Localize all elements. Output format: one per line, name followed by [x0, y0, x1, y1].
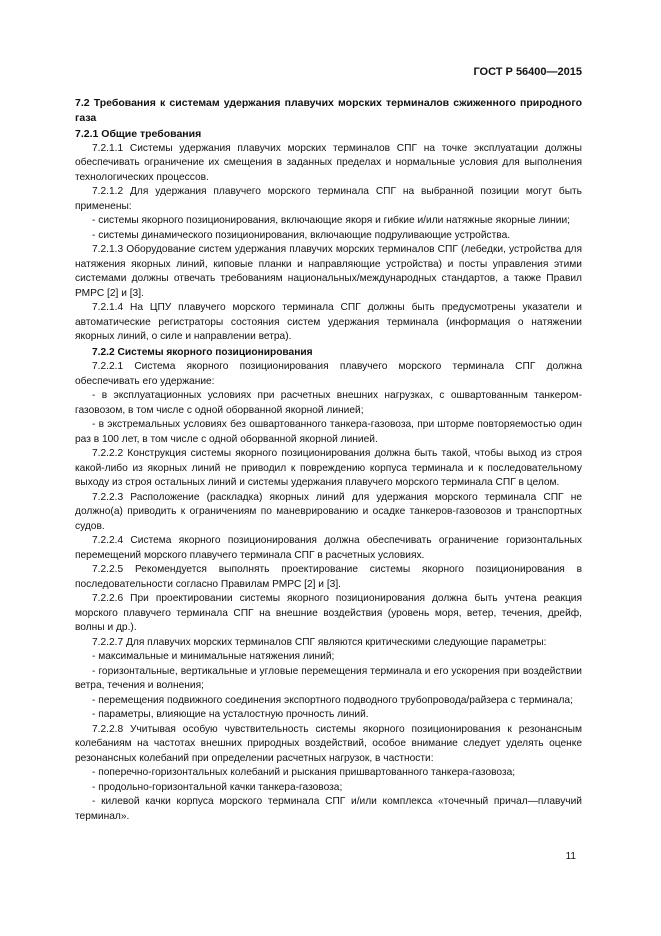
paragraph: 7.2.2.1 Система якорного позиционирования плавучего морского терминала СПГ должна обеспечивать его удержание: [75, 361, 582, 387]
document-body [75, 96, 582, 824]
section-title: 7.2 Требования к системам удержания плавучих морских терминалов сжиженного природного газа [75, 97, 582, 124]
list-item: - в эксплуатационных условиях при расчетных внешних нагрузках, с ошвартованным танкером-газовозом, в том числе с одной оборванной якорной линией; [75, 390, 582, 416]
list-item: - системы якорного позиционирования, включающие якоря и гибкие и/или натяжные якорные линии; [92, 215, 571, 226]
list-item: - системы динамического позиционирования, включающие подруливающие устройства. [92, 229, 511, 241]
paragraph: 7.2.1.2 Для удержания плавучего морского терминала СПГ на выбранной позиции могут быть применены: [75, 186, 582, 212]
paragraph: 7.2.2.5 Рекомендуется выполнять проектирование системы якорного позиционирования в последовательности согласно Правилам РМРС [2] и [3]. [75, 564, 582, 590]
paragraph: 7.2.1.1 Системы удержания плавучих морских терминалов СПГ на точке эксплуатации должны обеспечивать ограничение их смещения в заданных пределах и нормальные условия для выполнения технологических процессов. [75, 142, 582, 183]
list-item: - максимальные и минимальные натяжения линий; [92, 651, 335, 662]
paragraph: 7.2.2.2 Конструкция системы якорного позиционирования должна быть такой, чтобы выход из строя какой-либо из якорных линий не приводил к повреждению корпуса терминала и к последовательному выходу из строя остальных линий и системы удержания плавучего морского терминала СПГ в целом. [75, 448, 582, 488]
standard-number: ГОСТ Р 56400—2015 [473, 66, 582, 78]
list-item: - продольно-горизонтальной качки танкера-газовоза; [92, 781, 343, 793]
paragraph: 7.2.2.7 Для плавучих морских терминалов СПГ являются критическими следующие параметры: [92, 636, 547, 648]
paragraph: 7.2.2.4 Система якорного позиционирования должна обеспечивать ограничение горизонтальных перемещений морского плавучего терминала СПГ в расчетных условиях. [75, 535, 582, 561]
page-number: 11 [565, 851, 576, 862]
list-item: - поперечно-горизонтальных колебаний и рыскания пришвартованного танкера-газовоза; [92, 767, 516, 778]
list-item: - килевой качки корпуса морского терминала СПГ и/или комплекса «точечный причал—плавучий терминал». [75, 796, 582, 822]
list-item: - параметры, влияющие на усталостную прочность линий. [92, 709, 369, 720]
paragraph: 7.2.2.3 Расположение (раскладка) якорных линий для удержания морского терминала СПГ не должно(а) приводить к ограничениям по маневрированию и осадке танкеров-газовозов и транспортных судов. [75, 491, 582, 532]
subsection-title: 7.2.1 Общие требования [75, 128, 202, 140]
list-item: - горизонтальные, вертикальные и угловые перемещения терминала и его ускорения при воздействии ветра, течения и волнения; [75, 665, 582, 691]
paragraph: 7.2.2.8 Учитывая особую чувствительность системы якорного позиционирования к резонансным колебаниям на частотах внешних природных воздействий, особое внимание следует уделять оценке резонансных колебаний при определении расчетных нагрузок, в частности: [75, 723, 582, 764]
paragraph: 7.2.2.6 При проектировании системы якорного позиционирования должна быть учтена реакция морского плавучего терминала СПГ на внешние воздействия (уровень моря, ветер, течения, дрейф, волны и др.). [75, 593, 582, 633]
subsection-title: 7.2.2 Системы якорного позиционирования [92, 346, 313, 358]
list-item: - перемещения подвижного соединения экспортного подводного трубопровода/райзера с терминала; [92, 694, 573, 706]
paragraph: 7.2.1.4 На ЦПУ плавучего морского терминала СПГ должны быть предусмотрены указатели и автоматические регистраторы состояния систем удержания терминала (информация о натяжении якорных линий, о силе и направлении ветра). [75, 302, 582, 342]
paragraph: 7.2.1.3 Оборудование систем удержания плавучих морских терминалов СПГ (лебедки, устройства для натяжения якорных линий, киповые планки и направляющие устройства) и посты управления этими системами должны отвечать требованиям национальных/международных стандартов, а также Правил РМРС [2] и [3]. [75, 244, 582, 299]
list-item: - в экстремальных условиях без ошвартованного танкера-газовоза, при шторме повторяемостью один раз в 100 лет, в том числе с одной оборванной якорной линией. [75, 419, 582, 445]
